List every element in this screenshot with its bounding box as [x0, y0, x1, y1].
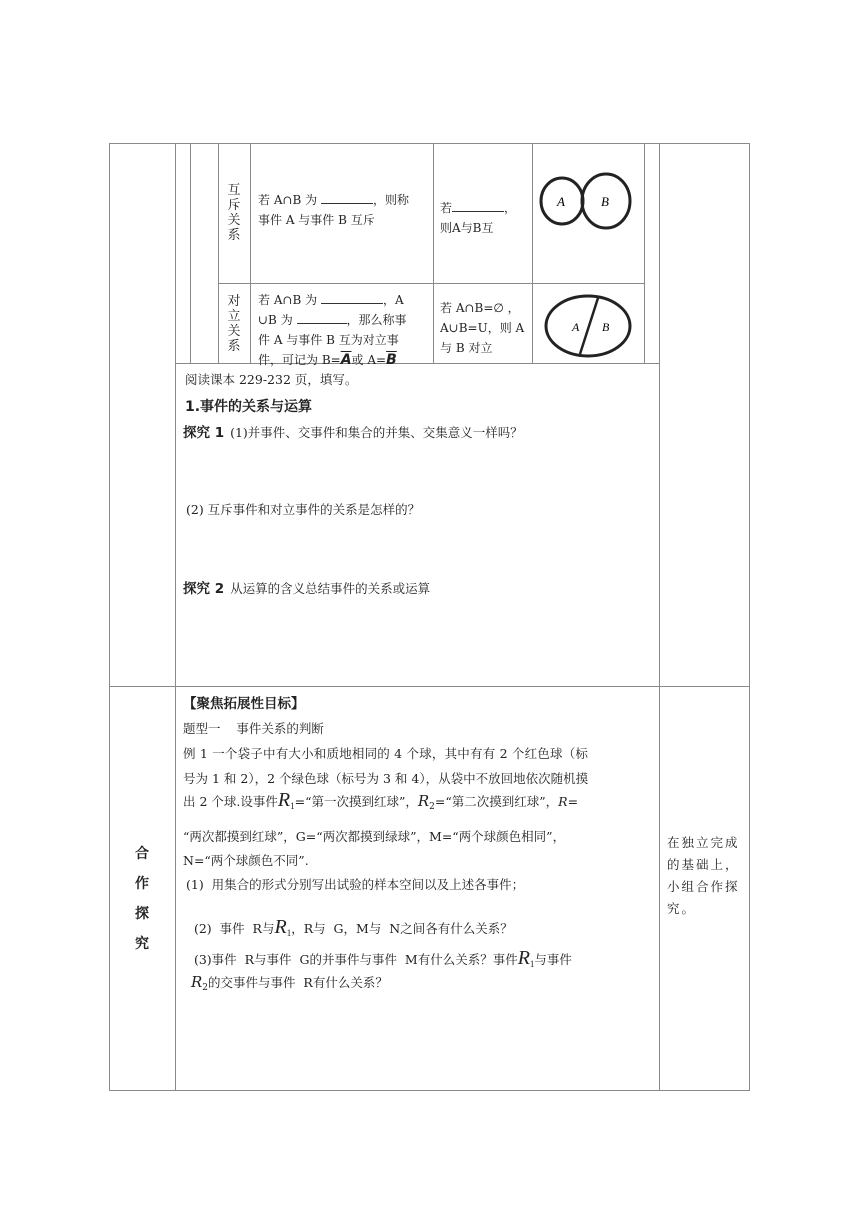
symbol-text: A∪B=U，则 A	[440, 321, 525, 335]
example-line: N=“两个球颜色不同”.	[183, 853, 309, 868]
explore2-label: 探究 2	[183, 581, 225, 597]
event-r1: $R_1$	[517, 947, 535, 969]
explore1-q1	[183, 422, 523, 444]
side-label-char: 探	[135, 906, 149, 922]
question-3-cont	[183, 951, 388, 999]
opposite-symbol	[440, 298, 532, 358]
condition-text: 若 A∩B 为	[258, 293, 318, 307]
example-line: 例 1 一个袋子中有大小和质地相同的 4 个球，其中有有 2 个红色球（标	[183, 746, 589, 761]
symbol-text: 与 B 对立	[440, 341, 493, 355]
venn-diagram-complement	[540, 292, 636, 360]
event-text: 出 2 个球.设事件	[183, 794, 278, 809]
mutual-exclusive-symbol	[440, 198, 530, 238]
condition-text: ，那么称事	[346, 313, 407, 327]
side-label-char: 究	[135, 936, 149, 952]
coop-heading: 【聚焦拓展性目标】	[183, 696, 305, 712]
blank-line[interactable]	[297, 311, 347, 324]
explore2-text: 从运算的含义总结事件的关系或运算	[230, 581, 431, 596]
q2-text: ，R与 G，M与 N之间各有什么关系？	[291, 921, 513, 936]
example-line: “两次都摸到红球”，G=“两次都摸到绿球”，M=“两个球颜色相同”，	[183, 829, 566, 844]
q3-text: 与事件	[534, 952, 572, 967]
explore1-q2: (2) 互斥事件和对立事件的关系是怎样的？	[186, 502, 421, 517]
condition-text: 件 A 与事件 B 互为对立事	[258, 333, 399, 347]
blank-line[interactable]	[321, 291, 383, 304]
example-line: 号为 1 和 2），2 个绿色球（标号为 3 和 4），从袋中不放回地依次随机摸	[183, 771, 589, 786]
complement-b: $\overline{B}$	[386, 352, 397, 368]
side-label-char: 作	[135, 876, 149, 892]
event-r1: $R_1$	[274, 916, 292, 938]
explore2	[183, 578, 430, 600]
opposite-condition	[258, 290, 432, 370]
set-a-label: A	[557, 194, 565, 209]
set-b-label: B	[602, 320, 610, 334]
symbol-text: 则A与B互	[440, 221, 494, 235]
event-r2: $R_2$	[417, 792, 435, 812]
event-r: R=	[558, 794, 579, 809]
condition-text: 事件 A 与事件 B 互斥	[258, 213, 375, 227]
blank-line[interactable]	[321, 191, 373, 204]
symbol-text: ，	[504, 201, 517, 215]
venn-diagram-disjoint	[536, 166, 636, 238]
q2-text: (2) 事件 R与	[193, 921, 275, 936]
section-heading: 1.事件的关系与运算	[185, 399, 313, 415]
mutual-exclusive-condition	[258, 190, 430, 230]
symbol-text: 若	[440, 201, 453, 215]
event-r1: $R_1$	[277, 789, 295, 811]
condition-text: ，则称	[373, 193, 410, 207]
reading-instruction: 阅读课本 229-232 页，填写。	[185, 372, 358, 387]
explore1-q1-text: (1)并事件、交事件和集合的并集、交集意义一样吗？	[230, 425, 523, 440]
q3-text: (3)事件 R与事件 G的并事件与事件 M有什么关系？事件	[193, 952, 518, 967]
event-text: =“第一次摸到红球”，	[294, 794, 418, 809]
complement-a: $\overline{A}$	[340, 352, 352, 368]
set-a-label: A	[572, 320, 580, 334]
condition-text: 若 A∩B 为	[258, 193, 318, 207]
mutual-exclusive-label: 互斥关系	[227, 183, 241, 243]
question-1: (1) 用集合的形式分别写出试验的样本空间以及上述各事件；	[186, 877, 525, 892]
condition-text: ∪B 为	[258, 313, 293, 327]
type-title: 题型一 事件关系的判断	[183, 721, 324, 736]
condition-text: ，A	[383, 293, 404, 307]
right-note: 在独立完成的基础上，小组合作探究。	[667, 835, 740, 916]
side-label-char: 合	[135, 846, 149, 862]
set-b-label: B	[601, 194, 609, 209]
condition-text: 件，可记为 B=	[258, 353, 341, 367]
divider-line	[580, 298, 598, 354]
condition-text: 或 A=	[351, 353, 387, 367]
example-line-events	[183, 790, 578, 818]
event-r2: $R_2$	[190, 973, 208, 993]
opposite-label: 对立关系	[227, 294, 241, 354]
symbol-text: 若 A∩B=∅ ，	[440, 301, 520, 315]
q3-text: 的交事件与事件 R有什么关系？	[207, 975, 388, 990]
blank-line[interactable]	[452, 199, 504, 212]
explore1-label: 探究 1	[183, 425, 225, 441]
event-text: =“第二次摸到红球”，	[434, 794, 559, 809]
